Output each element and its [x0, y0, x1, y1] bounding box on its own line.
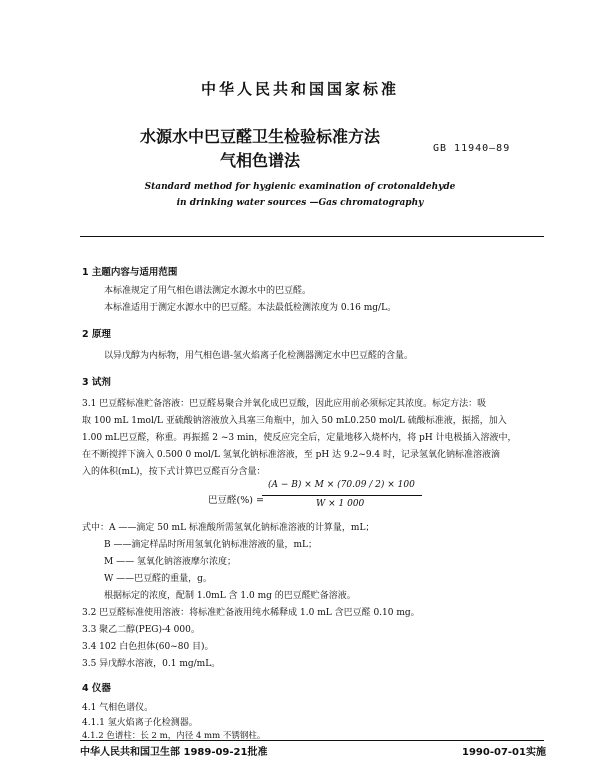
definition-m: M —— 氢氧化钠溶液摩尔浓度；: [104, 557, 236, 567]
footer-approval: 中华人民共和国卫生部 1989-09-21批准: [80, 747, 268, 758]
document-header: 中华人民共和国国家标准: [200, 80, 399, 98]
section-3-1-after: 根据标定的浓度，配制 1.0mL 含 1.0 mg 的巴豆醛贮备溶液。: [104, 591, 356, 601]
section-4-title: 4 仪器: [82, 683, 111, 694]
section-1-paragraph-1: 本标准规定了用气相色谱法测定水源水中的巴豆醛。: [104, 286, 312, 296]
standard-number: GB 11940—89: [433, 143, 511, 154]
section-3-1-line-3: 1.00 mL巴豆醛，称重。再振摇 2 ~3 min，使反应完全后，定量地移入烧杯内，将 pH 计电极插入溶液中，: [82, 433, 517, 443]
formula-fraction-bar: [262, 495, 422, 496]
footer-effective-date: 1990-07-01实施: [462, 747, 546, 758]
section-4-1: 4.1 气相色谱仪。: [82, 703, 154, 713]
section-3-1-line-4: 在不断搅拌下滴入 0.500 0 mol/L 氢氧化钠标准溶液，至 pH 达 9.2~9.4 时，记录氢氧化钠标准溶液滴: [82, 450, 500, 460]
section-2-title: 2 原理: [82, 329, 111, 340]
definition-a: 式中：A ——滴定 50 mL 标准酸所需氢氧化钠标准溶液的计算量，mL；: [82, 523, 375, 533]
section-3-4: 3.4 102 白色担体(60~80 目)。: [82, 642, 214, 652]
english-title-line-2: in drinking water sources —Gas chromatography: [176, 198, 424, 208]
top-divider: [80, 236, 544, 237]
english-title-line-1: Standard method for hygienic examination of crotonaldehyde: [144, 182, 456, 192]
section-3-1-line-1: 3.1 巴豆醛标准贮备溶液：巴豆醛易聚合并氧化成巴豆酸，因此应用前必须标定其浓度。标定方法：吸: [82, 399, 487, 409]
title-line-2: 气相色谱法: [219, 151, 300, 170]
section-3-title: 3 试剂: [82, 377, 111, 388]
section-3-3: 3.3 聚乙二醇(PEG)-4 000。: [82, 625, 200, 635]
section-1-title: 1 主题内容与适用范围: [82, 267, 178, 278]
section-2-paragraph: 以异戊醇为内标物，用气相色谱-氢火焰离子化检测器测定水中巴豆醛的含量。: [104, 351, 414, 361]
formula-denominator: W × 1 000: [316, 499, 365, 509]
section-3-2: 3.2 巴豆醛标准使用溶液：将标准贮备液用纯水稀释成 1.0 mL 含巴豆醛 0.10 mg。: [82, 608, 420, 618]
section-3-1-line-5: 入的体积(mL)，按下式计算巴豆醛百分含量：: [82, 467, 266, 477]
formula-numerator: (A − B) × M × (70.09 / 2) × 100: [268, 480, 415, 490]
section-3-5: 3.5 异戊醇水溶液，0.1 mg/mL。: [82, 659, 221, 669]
title-line-1: 水源水中巴豆醛卫生检验标准方法: [139, 127, 380, 146]
section-1-paragraph-2: 本标准适用于测定水源水中的巴豆醛。本法最低检测浓度为 0.16 mg/L。: [104, 303, 397, 313]
section-3-1-line-2: 取 100 mL 1mol/L 亚硫酸钠溶液放入具塞三角瓶中，加入 50 mL0.250 mol/L 硫酸标准液，振摇，加入: [82, 416, 507, 426]
section-4-1-1: 4.1.1 氢火焰离子化检测器。: [82, 718, 198, 728]
formula-label: 巴豆醛(%) =: [208, 495, 264, 506]
definition-b: B ——滴定样品时所用氢氧化钠标准溶液的量，mL；: [104, 540, 317, 550]
bottom-divider: [80, 740, 544, 741]
section-4-1-2: 4.1.2 色谱柱：长 2 m，内径 4 mm 不锈钢柱。: [82, 731, 266, 741]
definition-w: W ——巴豆醛的重量，g。: [104, 574, 212, 584]
